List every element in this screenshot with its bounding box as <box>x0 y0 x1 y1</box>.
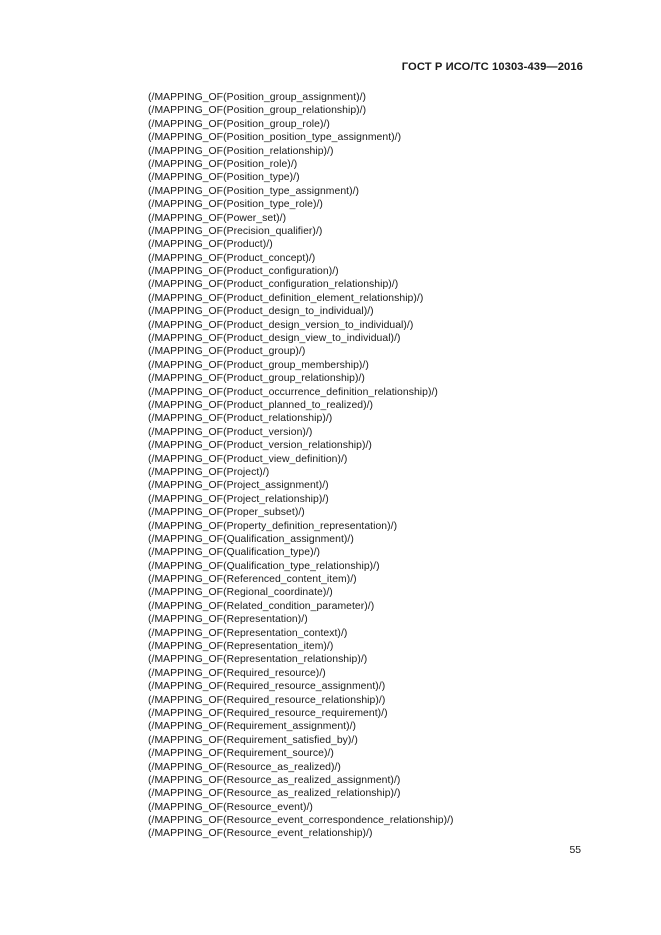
mapping-line: (/MAPPING_OF(Resource_event_correspondence_relationship)/) <box>148 815 454 827</box>
mapping-line: (/MAPPING_OF(Qualification_type)/) <box>148 547 321 559</box>
mapping-line: (/MAPPING_OF(Product_group)/) <box>148 346 306 358</box>
mapping-line: (/MAPPING_OF(Resource_as_realized)/) <box>148 761 341 773</box>
mapping-line: (/MAPPING_OF(Position_type_assignment)/) <box>148 185 360 197</box>
mapping-line: (/MAPPING_OF(Representation)/) <box>148 614 308 626</box>
mapping-line: (/MAPPING_OF(Product_planned_to_realized)/) <box>148 399 374 411</box>
mapping-line: (/MAPPING_OF(Product_group_relationship)/) <box>148 373 365 385</box>
mapping-line: (/MAPPING_OF(Project)/) <box>148 466 270 478</box>
mapping-line: (/MAPPING_OF(Qualification_assignment)/) <box>148 533 354 545</box>
mapping-line: (/MAPPING_OF(Product_version_relationship)/) <box>148 440 372 452</box>
mapping-line: (/MAPPING_OF(Required_resource_assignment)/) <box>148 681 386 693</box>
mapping-line: (/MAPPING_OF(Product_design_version_to_individual)/) <box>148 319 414 331</box>
mapping-line: (/MAPPING_OF(Precision_qualifier)/) <box>148 225 323 237</box>
mapping-line: (/MAPPING_OF(Product_relationship)/) <box>148 413 333 425</box>
mapping-line: (/MAPPING_OF(Product_view_definition)/) <box>148 453 348 465</box>
mapping-line: (/MAPPING_OF(Property_definition_representation)/) <box>148 520 398 532</box>
mapping-line: (/MAPPING_OF(Proper_subset)/) <box>148 507 305 519</box>
mapping-line: (/MAPPING_OF(Position_relationship)/) <box>148 145 334 157</box>
mapping-line: (/MAPPING_OF(Resource_event_relationship)/) <box>148 828 373 840</box>
mapping-line: (/MAPPING_OF(Product_occurrence_definition_relationship)/) <box>148 386 438 398</box>
mapping-line: (/MAPPING_OF(Product_concept)/) <box>148 252 316 264</box>
mapping-line: (/MAPPING_OF(Product_design_view_to_individual)/) <box>148 333 401 345</box>
mapping-line: (/MAPPING_OF(Power_set)/) <box>148 212 287 224</box>
mapping-list <box>148 91 454 841</box>
mapping-line: (/MAPPING_OF(Project_relationship)/) <box>148 493 329 505</box>
mapping-line: (/MAPPING_OF(Position_role)/) <box>148 158 298 170</box>
mapping-line: (/MAPPING_OF(Requirement_satisfied_by)/) <box>148 734 358 746</box>
mapping-line: (/MAPPING_OF(Product_configuration)/) <box>148 266 339 278</box>
mapping-line: (/MAPPING_OF(Project_assignment)/) <box>148 480 329 492</box>
mapping-line: (/MAPPING_OF(Product_group_membership)/) <box>148 359 369 371</box>
mapping-line: (/MAPPING_OF(Required_resource)/) <box>148 667 326 679</box>
mapping-line: (/MAPPING_OF(Required_resource_requirement)/) <box>148 707 388 719</box>
mapping-line: (/MAPPING_OF(Resource_as_realized_assignment)/) <box>148 774 401 786</box>
mapping-line: (/MAPPING_OF(Product_version)/) <box>148 426 313 438</box>
mapping-line: (/MAPPING_OF(Product)/) <box>148 239 273 251</box>
mapping-line: (/MAPPING_OF(Product_definition_element_relationship)/) <box>148 292 424 304</box>
mapping-line: (/MAPPING_OF(Related_condition_parameter)/) <box>148 600 375 612</box>
mapping-line: (/MAPPING_OF(Product_design_to_individual)/) <box>148 306 374 318</box>
mapping-line: (/MAPPING_OF(Resource_as_realized_relationship)/) <box>148 788 401 800</box>
mapping-line: (/MAPPING_OF(Position_group_role)/) <box>148 118 330 130</box>
mapping-line: (/MAPPING_OF(Requirement_source)/) <box>148 748 334 760</box>
mapping-line: (/MAPPING_OF(Position_type_role)/) <box>148 199 323 211</box>
mapping-line: (/MAPPING_OF(Representation_context)/) <box>148 627 348 639</box>
mapping-line: (/MAPPING_OF(Position_group_relationship)/) <box>148 105 367 117</box>
mapping-line: (/MAPPING_OF(Product_configuration_relationship)/) <box>148 279 399 291</box>
mapping-line: (/MAPPING_OF(Required_resource_relationship)/) <box>148 694 386 706</box>
mapping-line: (/MAPPING_OF(Position_position_type_assignment)/) <box>148 132 402 144</box>
page-number: 55 <box>569 845 581 856</box>
mapping-line: (/MAPPING_OF(Representation_item)/) <box>148 641 334 653</box>
mapping-line: (/MAPPING_OF(Referenced_content_item)/) <box>148 574 357 586</box>
document-header: ГОСТ Р ИСО/ТС 10303-439—2016 <box>401 61 583 73</box>
mapping-line: (/MAPPING_OF(Position_type)/) <box>148 172 300 184</box>
mapping-line: (/MAPPING_OF(Representation_relationship)/) <box>148 654 368 666</box>
mapping-line: (/MAPPING_OF(Resource_event)/) <box>148 801 313 813</box>
mapping-line: (/MAPPING_OF(Qualification_type_relationship)/) <box>148 560 380 572</box>
mapping-line: (/MAPPING_OF(Position_group_assignment)/) <box>148 92 367 103</box>
mapping-line: (/MAPPING_OF(Regional_coordinate)/) <box>148 587 333 599</box>
mapping-line: (/MAPPING_OF(Requirement_assignment)/) <box>148 721 357 733</box>
